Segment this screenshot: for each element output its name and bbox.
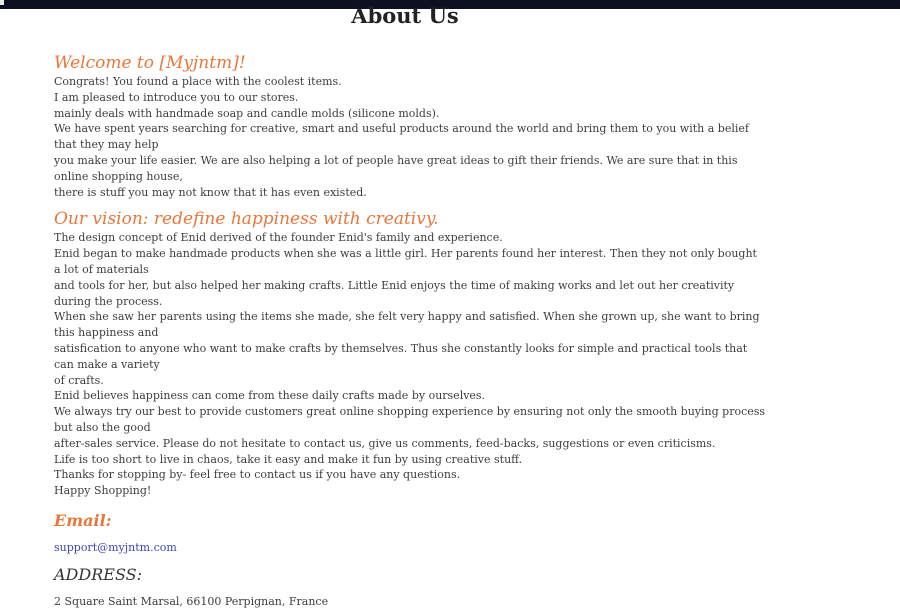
- email-heading: Email:: [54, 510, 112, 530]
- happy-shopping-paragraph: Happy Shopping!: [54, 484, 152, 498]
- service-paragraph: [54, 404, 766, 451]
- welcome-heading: Welcome to [Myjntm]!: [54, 53, 246, 73]
- story-line: of crafts.: [54, 373, 104, 387]
- service-line: We always try our best to provide customers great online shopping experience by ensuring not only the smooth buying process but also the good: [54, 405, 766, 434]
- email-link[interactable]: support@myjntm.com: [54, 540, 177, 554]
- page-title: About Us: [351, 3, 459, 28]
- story-line: Enid began to make handmade products when she was a little girl. Her parents found her interest. Then they not only bought a lot of materials: [54, 247, 757, 276]
- address-text: 2 Square Saint Marsal, 66100 Perpignan, France: [54, 594, 329, 608]
- vision-heading: Our vision: redefine happiness with creativy.: [54, 209, 439, 230]
- about-content: [54, 52, 766, 609]
- search-line: you make your life easier. We are also helping a lot of people have great ideas to gift their friends. We are sure that in this online shopping house,: [54, 153, 738, 183]
- address-heading: ADDRESS:: [54, 564, 142, 584]
- story-line: satisfication to anyone who want to make crafts by themselves. Thus she constantly looks for simple and practical tools that can make a variety: [54, 341, 748, 371]
- belief-paragraph: Enid believes happiness can come from these daily crafts made by ourselves.: [54, 389, 486, 403]
- search-paragraph: [54, 121, 766, 200]
- intro-line: I am pleased to introduce you to our stores.: [54, 90, 299, 104]
- thanks-paragraph: Thanks for stopping by- feel free to contact us if you have any questions.: [54, 468, 461, 482]
- intro-paragraph: [54, 74, 766, 121]
- service-line: after-sales service. Please do not hesitate to contact us, give us comments, feed-backs, suggestions or even criticisms.: [54, 436, 716, 450]
- search-line: We have spent years searching for creative, smart and useful products around the world and bring them to you with a belief that they may help: [54, 122, 749, 152]
- story-paragraph: [54, 246, 766, 388]
- design-concept-paragraph: The design concept of Enid derived of the founder Enid's family and experience.: [54, 231, 503, 245]
- intro-line: Congrats! You found a place with the coolest items.: [54, 75, 342, 88]
- story-line: When she saw her parents using the items she made, she felt very happy and satisfied. When she grown up, she want to bring this happiness and: [54, 310, 760, 340]
- life-short-paragraph: Life is too short to live in chaos, take it easy and make it fun by using creative stuff.: [54, 452, 523, 466]
- story-line: and tools for her, but also helped her making crafts. Little Enid enjoys the time of making works and let out her creativity during the process.: [54, 278, 735, 308]
- intro-line: mainly deals with handmade soap and candle molds (silicone molds).: [54, 106, 440, 120]
- search-line: there is stuff you may not know that it has even existed.: [54, 185, 367, 199]
